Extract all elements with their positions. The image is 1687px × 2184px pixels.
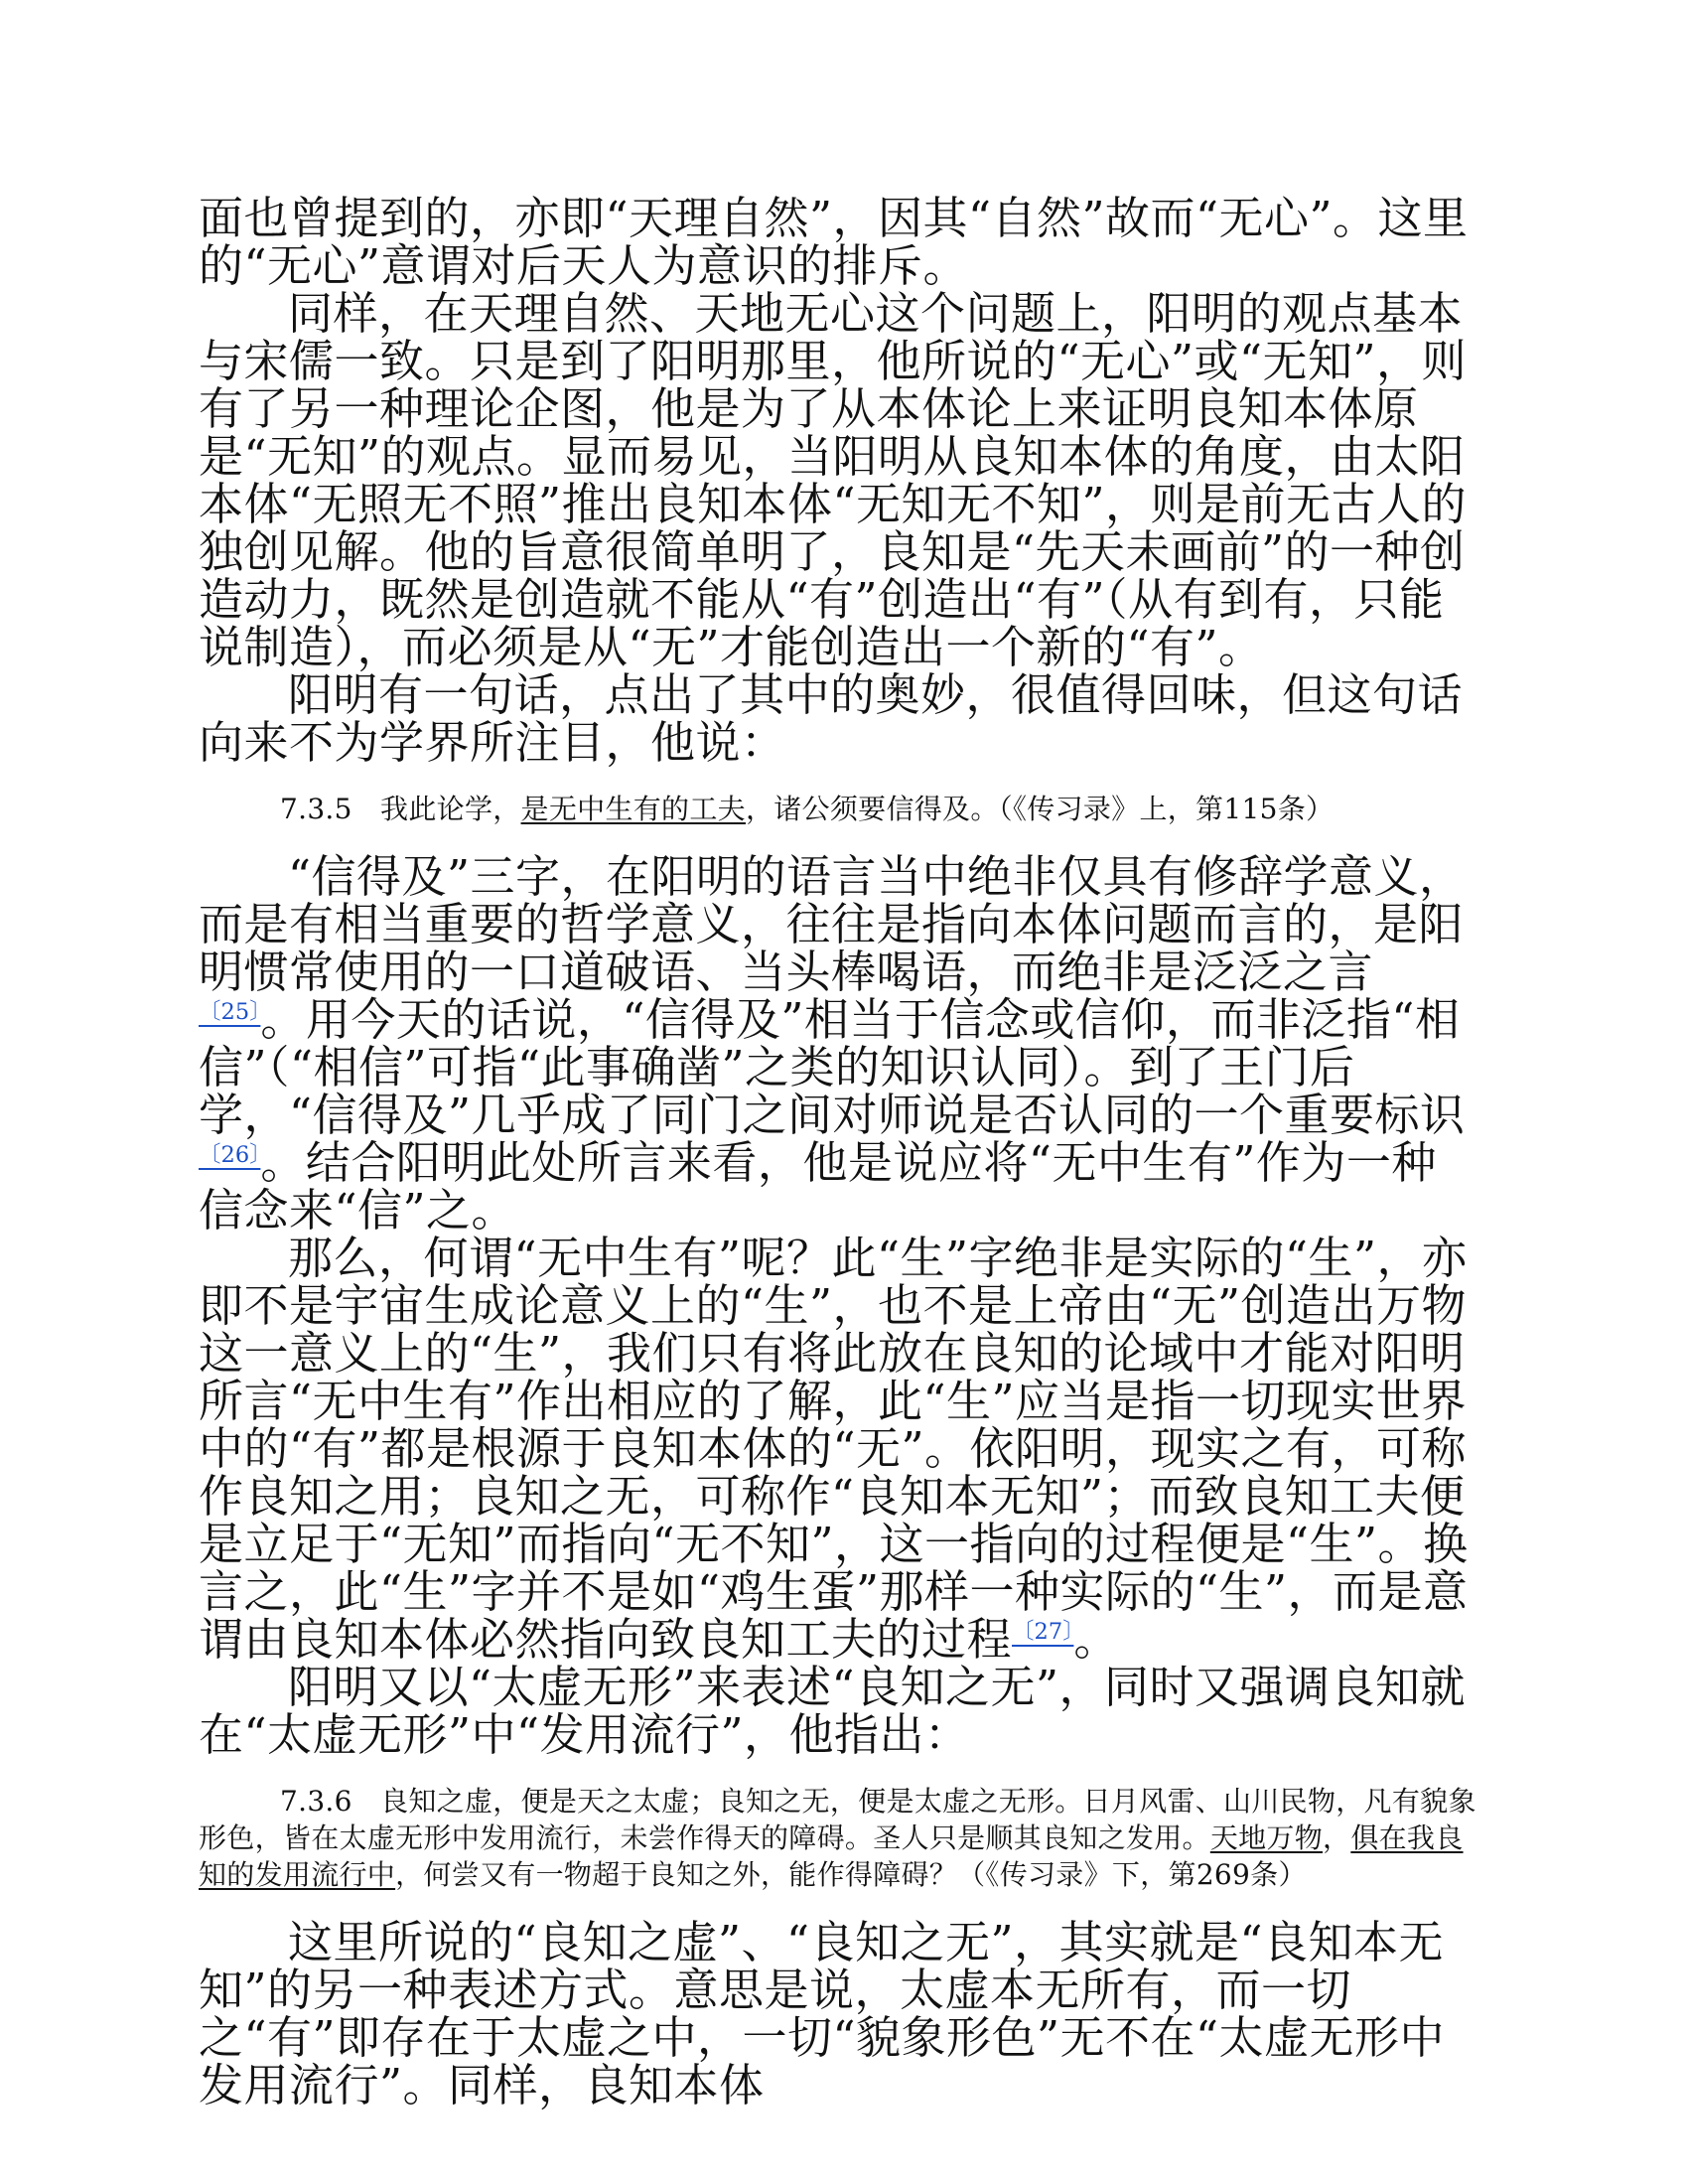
document-page: [199, 192, 1479, 2111]
body-paragraph: [199, 192, 1479, 292]
text-run: ，何尝又有一物超于良知之外，能作得障碍？（《传习录》下，第269条）: [395, 1858, 1307, 1891]
body-paragraph: [199, 1661, 1479, 1761]
text-run: 。结合阳明此处所言来看，他是说应将“无中生有”作为一种信念来“信”之。: [199, 1136, 1437, 1237]
body-paragraph: [199, 668, 1479, 769]
text-run: 这里所说的“良知之虚”、“良知之无”，其实就是“良知本无知”的另一种表述方式。意思是说，太虚本无所有，而一切之“有”即存在于太虚之中，一切“貌象形色”无不在“太虚无形中发用流行”。同样，良知本体: [199, 1916, 1446, 2111]
text-run: 那么，何谓“无中生有”呢？此“生”字绝非是实际的“生”，亦即不是宇宙生成论意义上的“生”，也不是上帝由“无”创造出万物这一意义上的“生”，我们只有将此放在良知的论域中才能对阳明所言“无中生有”作出相应的了解，此“生”应当是指一切现实世界中的“有”都是根源于良知本体的“无”。依阳明，现实之有，可称作良知之用；良知之无，可称作“良知本无知”；而致良知工夫便是立足于“无知”而指向“无不知”，这一指向的过程便是“生”。换言之，此“生”字并不是如“鸡生蛋”那样一种实际的“生”，而是意谓由良知本体必然指向致良知工夫的过程: [199, 1232, 1469, 1666]
text-run: “信得及”三字，在阳明的语言当中绝非仅具有修辞学意义，而是有相当重要的哲学意义，往往是指向本体问题而言的，是阳明惯常使用的一口道破语、当头棒喝语，而绝非是泛泛之言: [199, 850, 1465, 998]
text-run: 。: [1073, 1613, 1119, 1666]
text-run: 阳明又以“太虚无形”来表述“良知之无”，同时又强调良知就在“太虚无形”中“发用流行”，他指出：: [199, 1661, 1467, 1761]
underlined-phrase: 俱在我良知的发用流行中: [199, 1821, 1464, 1891]
underlined-phrase: 天地万物: [1209, 1821, 1324, 1854]
block-quote: [199, 791, 1479, 827]
body-paragraph: [199, 1916, 1479, 2111]
footnote-link[interactable]: 〔25〕: [199, 999, 261, 1025]
text-run: 7.3.5 我此论学，: [280, 793, 521, 825]
underlined-phrase: 是无中生有的工夫: [520, 793, 746, 825]
body-paragraph: [199, 1232, 1479, 1666]
body-paragraph: [199, 850, 1479, 1237]
text-run: 。用今天的话说，“信得及”相当于信念或信仰，而非泛指“相信”（“相信”可指“此事确凿”之类的知识认同）。到了王门后学，“信得及”几乎成了同门之间对师说是否认同的一个重要标识: [199, 993, 1466, 1141]
text-run: ，诸公须要信得及。（《传习录》上，第115条）: [745, 793, 1335, 825]
text-run: 阳明有一句话，点出了其中的奥妙，很值得回味，但这句话向来不为学界所注目，他说：: [199, 668, 1464, 769]
body-paragraph: [199, 287, 1479, 673]
text-run: 7.3.6 良知之虚，便是天之太虚；良知之无，便是太虚之无形。日月风雷、山川民物，凡有貌象形色，皆在太虚无形中发用流行，未尝作得天的障碍。圣人只是顺其良知之发用。: [199, 1785, 1476, 1854]
text-run: 面也曾提到的，亦即“天理自然”，因其“自然”故而“无心”。这里的“无心”意谓对后天人为意识的排斥。: [199, 192, 1469, 292]
footnote-link[interactable]: 〔26〕: [199, 1142, 261, 1168]
block-quote: [199, 1783, 1479, 1893]
text-run: 同样，在天理自然、天地无心这个问题上，阳明的观点基本与宋儒一致。只是到了阳明那里，他所说的“无心”或“无知”，则有了另一种理论企图，他是为了从本体论上来证明良知本体原是“无知”的观点。显而易见，当阳明从良知本体的角度，由太阳本体“无照无不照”推出良知本体“无知无不知”，则是前无古人的独创见解。他的旨意很简单明了，良知是“先天未画前”的一种创造动力，既然是创造就不能从“有”创造出“有”（从有到有，只能说制造），而必须是从“无”才能创造出一个新的“有”。: [199, 287, 1468, 673]
footnote-link[interactable]: 〔27〕: [1012, 1619, 1074, 1645]
text-run: ，: [1323, 1821, 1351, 1854]
